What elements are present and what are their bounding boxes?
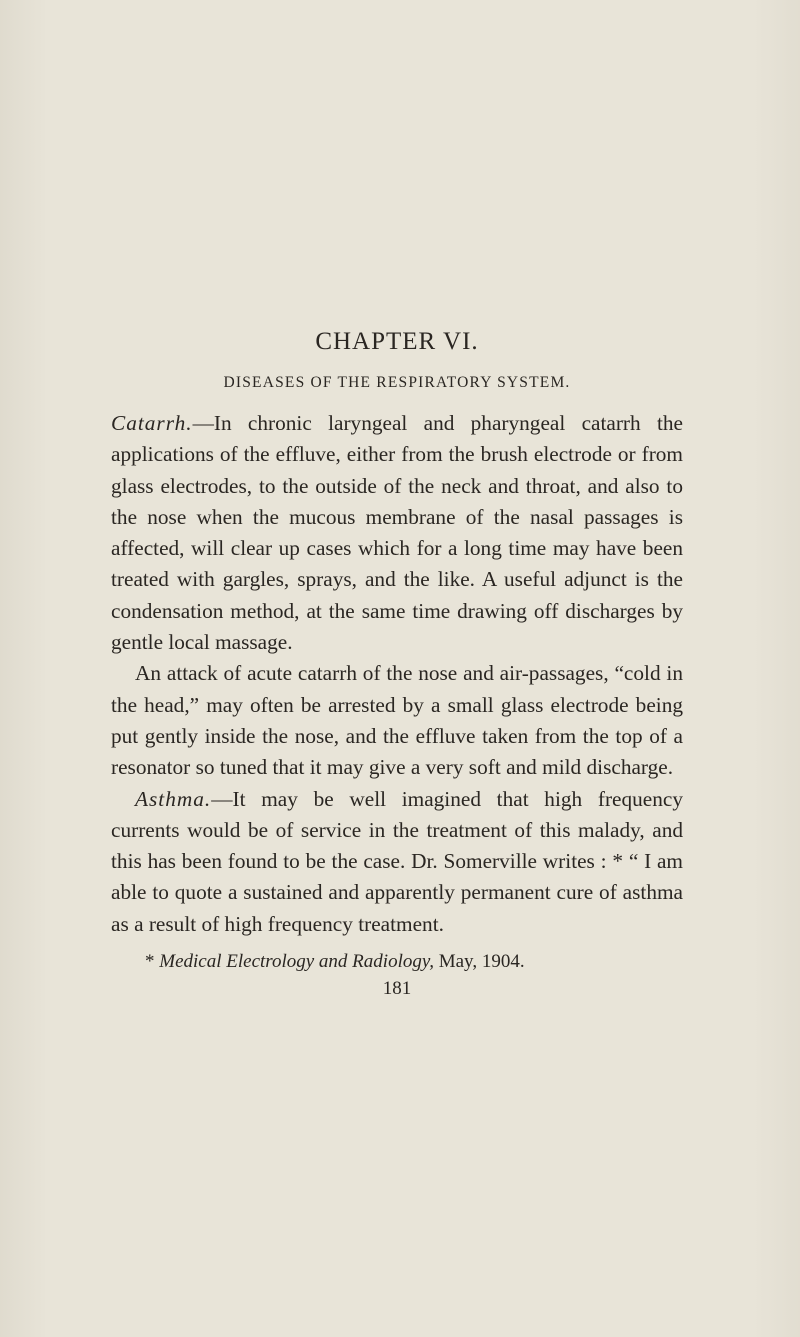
footnote-rest: May, 1904. <box>433 951 525 973</box>
footnote <box>111 948 683 976</box>
chapter-subtitle: DISEASES OF THE RESPIRATORY SYSTEM. <box>223 374 571 391</box>
paragraph-acute-catarrh: An attack of acute catarrh of the nose and air-passages, “cold in the head,” may often be arrested by a small glass electrode being put gently inside the nose, and the effluve taken from the top of a resonator so tuned that it may give a very soft and mild discharge. <box>111 661 683 780</box>
paragraph-catarrh <box>111 408 683 658</box>
paragraph-lead-catarrh: Catarrh. <box>111 411 193 435</box>
page-number: 181 <box>382 978 412 1000</box>
paragraph-asthma <box>111 784 683 940</box>
text-block <box>111 324 683 1002</box>
footnote-title: Medical Electrology and Radiology, <box>159 951 434 973</box>
paragraph-text-asthma: —It may be well imagined that high frequency currents would be of service in the treatment of this malady, and this has been found to be the case. Dr. Somerville writes : * “ I am able to quote a sustained and apparently permanent cure of asthma as a result of high frequency treatment. <box>111 786 683 936</box>
chapter-heading: CHAPTER VI. <box>315 328 479 355</box>
paragraph-text-catarrh: —In chronic laryngeal and pharyngeal catarrh the applications of the effluve, either from the brush electrode or from glass electrodes, to the outside of the neck and throat, and also to the nose when the mucous membrane of the nasal passages is affected, will clear up cases which for a long time may have been treated with gargles, sprays, and the like. A useful adjunct is the condensation method, at the same time drawing off discharges by gentle local massage. <box>111 411 683 655</box>
paragraph-lead-asthma: Asthma. <box>135 786 212 811</box>
footnote-marker: * <box>145 951 160 973</box>
